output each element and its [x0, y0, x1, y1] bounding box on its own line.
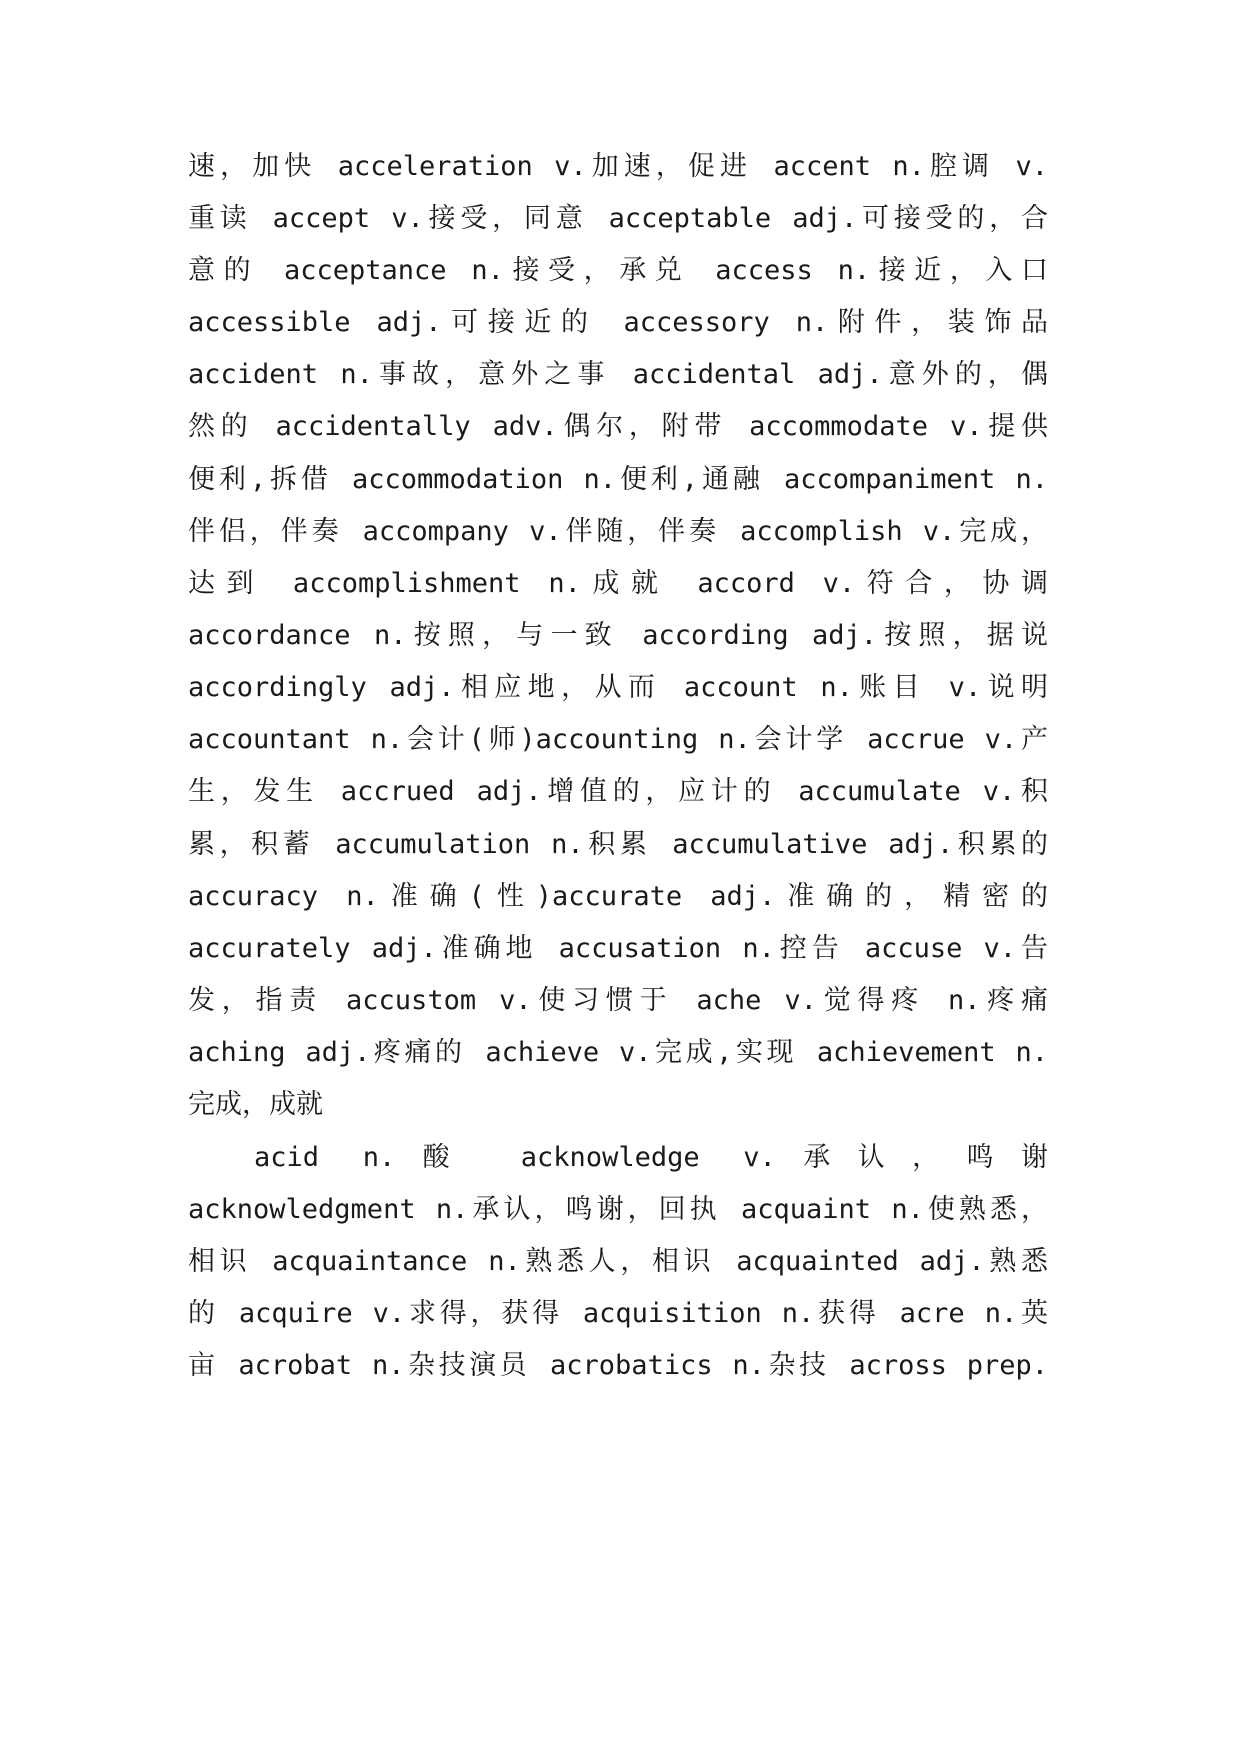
text-line: acknowledgment n.承认，鸣谢，回执 acquaint n.使熟悉，: [188, 1194, 1048, 1225]
text-line: 便利,拆借 accommodation n.便利,通融 accompaniment n.: [188, 464, 1048, 495]
text-line: accident n.事故，意外之事 accidental adj.意外的，偶: [188, 359, 1048, 390]
text-line: 完成，成就: [188, 1089, 323, 1120]
text-line: 速，加快 acceleration v.加速，促进 accent n.腔调 v.: [188, 151, 1048, 182]
text-line: 发，指责 accustom v.使习惯于 ache v.觉得疼 n.疼痛: [188, 985, 1048, 1016]
text-line: 生，发生 accrued adj.增值的，应计的 accumulate v.积: [188, 776, 1048, 807]
text-line: 亩 acrobat n.杂技演员 acrobatics n.杂技 across prep.: [188, 1350, 1048, 1381]
text-line: accordingly adj.相应地，从而 account n.账目 v.说明: [188, 672, 1048, 703]
text-line: accessible adj.可接近的 accessory n.附件，装饰品: [188, 307, 1048, 338]
text-line: 累，积蓄 accumulation n.积累 accumulative adj.积累的: [188, 829, 1048, 860]
text-line: 的 acquire v.求得，获得 acquisition n.获得 acre n.英: [188, 1298, 1048, 1329]
text-line: 然的 accidentally adv.偶尔，附带 accommodate v.提供: [188, 411, 1048, 442]
text-line: accordance n.按照，与一致 according adj.按照，据说: [188, 620, 1048, 651]
text-line: 意的 acceptance n.接受，承兑 access n.接近，入口: [188, 255, 1048, 286]
text-line: accuracy n.准确(性)accurate adj.准确的，精密的: [188, 881, 1048, 912]
text-line: 重读 accept v.接受，同意 acceptable adj.可接受的，合: [188, 203, 1048, 234]
text-line: 达到 accomplishment n.成就 accord v.符合，协调: [188, 568, 1048, 599]
text-line: accountant n.会计(师)accounting n.会计学 accrue v.产: [188, 724, 1048, 755]
text-line: 伴侣，伴奏 accompany v.伴随，伴奏 accomplish v.完成，: [188, 516, 1048, 547]
text-line: acid n.酸 acknowledge v.承认，鸣谢: [254, 1142, 1048, 1173]
text-line: accurately adj.准确地 accusation n.控告 accuse v.告: [188, 933, 1048, 964]
text-line: aching adj.疼痛的 achieve v.完成,实现 achievement n.: [188, 1037, 1048, 1068]
text-line: 相识 acquaintance n.熟悉人，相识 acquainted adj.熟悉: [188, 1246, 1048, 1277]
